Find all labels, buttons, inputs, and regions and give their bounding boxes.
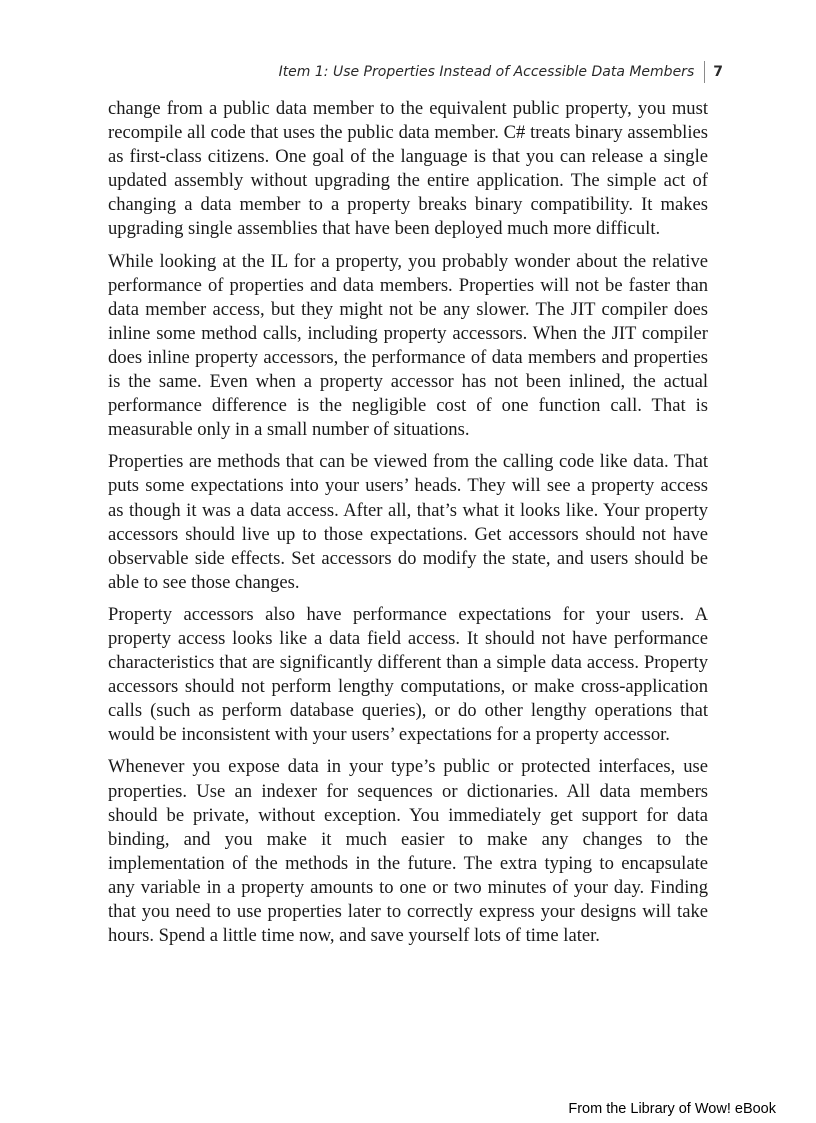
paragraph-performance: While looking at the IL for a property, you probably wonder about the relative performance of properties and data members. Properties will not be faster than data member access, but they might not be any slower. The JIT compiler does inline some method calls, including property accessors. When the JIT compiler does inline property accessors, the performance of data members and properties is the same. Even when a property accessor has not been inlined, the actual performance difference is the negligible cost of one function call. That is measurable only in a small number of situations. <box>108 250 708 441</box>
running-title: Item 1: Use Properties Instead of Accessible Data Members <box>278 64 695 80</box>
page-number: 7 <box>713 64 723 80</box>
paragraph-expectations: Properties are methods that can be viewed from the calling code like data. That puts some expectations into your users’ heads. They will see a property access as though it was a data access. After all, that’s what it looks like. Your property accessors should live up to those expectations. Get accessors should not have observable side effects. Set accessors do modify the state, and users should be able to see those changes. <box>108 451 708 593</box>
paragraph-use-properties: Whenever you expose data in your type’s public or protected interfaces, use properties. Use an indexer for sequences or dictionaries. All data members should be private, without exception. You immediately get support for data binding, and you make it much easier to make any changes to the implementation of the methods in the future. The extra typing to encapsulate any variable in a property amounts to one or two minutes of your day. Finding that you need to use properties later to correctly express your designs will take hours. Spend a little time now, and save yourself lots of time later. <box>108 756 708 947</box>
paragraph-binary-compatibility: change from a public data member to the equivalent public property, you must recompile all code that uses the public data member. C# treats binary assemblies as first-class citizens. One goal of the language is that you can release a single updated assembly without upgrading the entire application. The simple act of changing a data member to a property breaks binary compatibility. It makes upgrading single assemblies that have been deployed much more difficult. <box>108 98 708 240</box>
paragraph-accessor-performance: Property accessors also have performance expectations for your users. A property access looks like a data field access. It should not have performance characteristics that are significantly different than a simple data access. Property accessors should not perform lengthy computations, or make cross-application calls (such as perform database queries), or do other lengthy operations that would be inconsistent with your users’ expectations for a property accessor. <box>108 603 708 746</box>
footer-note: From the Library of Wow! eBook <box>568 1101 776 1117</box>
header-divider <box>704 61 705 83</box>
body-text <box>108 97 708 956</box>
running-head <box>279 60 723 84</box>
